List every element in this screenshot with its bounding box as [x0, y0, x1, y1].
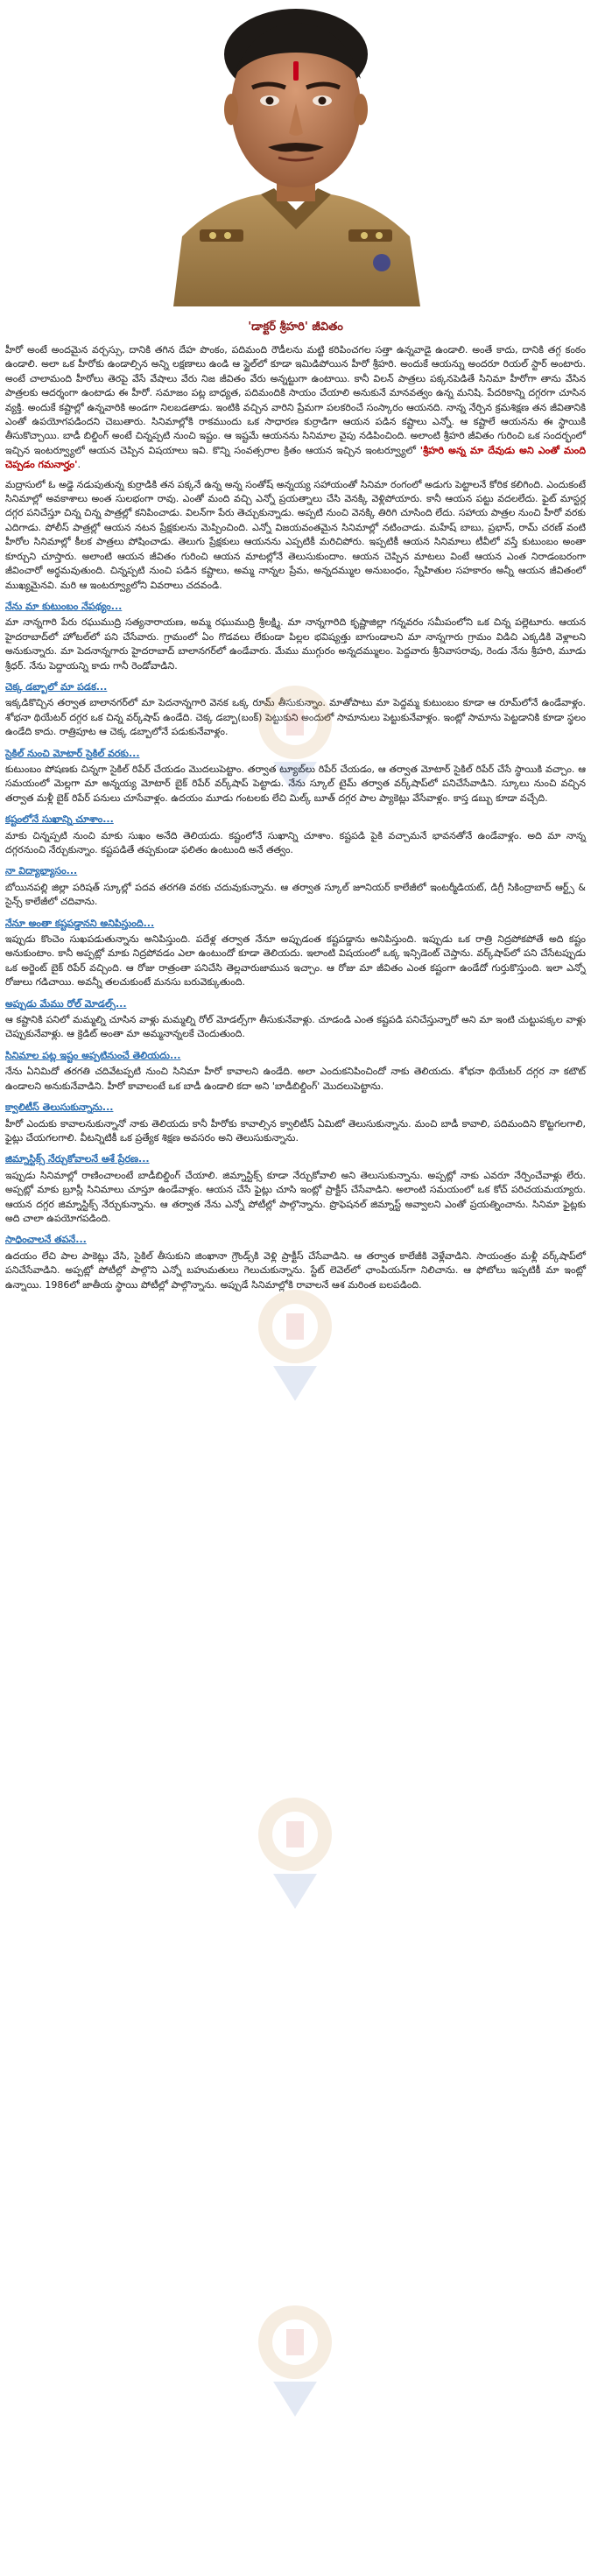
- section-heading: సాధించాలనే తపనే...: [5, 1234, 87, 1246]
- photo-caption: 'డాక్టర్ శ్రీహరి' జీవితం: [248, 320, 343, 334]
- section-heading: అప్పుడు మేము రోల్ మోడల్స్...: [5, 997, 127, 1010]
- section-heading: నా విద్యాభ్యాసం...: [5, 865, 78, 877]
- section-body: ఇక్కడికొచ్చిన తర్వాత బాలానగర్‌లో మా పెదనాన్నగారి వెనక ఒక్క రూమ్ తీసుకున్నాం. మాతోపాటు మా పెద్దమ్మ కుటుంబం కూడా ఆ రూమ్‌లోనే ఉండేవాళ్లం. శోభనా థియేటర్ దగ్గర ఒక చిన్న వర్క్‌షాప్ ఉండేది. చెక్క డబ్బా(బంక్) పెట్టుకుని అందులో సామానులు పెట్టుకునేవాళ్లం. ఇంట్లో సామాను పెట్టడానికి కూడా స్థలం ఉండేది కాదు. రాత్రిపూట ఆ చెక్క డబ్బాలోనే పడుకునేవాళ్లం.: [5, 697, 586, 738]
- section-body: ఆ కష్టానికి పనిలో మమ్మల్ని చూసిన వాళ్లు మమ్మల్ని రోల్ మోడల్స్‌గా తీసుకునేవాళ్లు. చూడండి ఎంత కష్టపడి పనిచేస్తున్నారో అని మా ఇంటి చుట్టుపక్కల వాళ్లు చెప్పుకునేవాళ్లు. ఆ క్రెడిట్ అంతా మా అమ్మనాన్నలకే చెందుతుంది.: [5, 1014, 586, 1040]
- section-body: హీరో ఎందుకు కావాలనుకున్నానో నాకు తెలియదు కానీ హీరోకు కావాల్సిన క్వాలిటీస్ ఏమిటో తెలుసుకున్నాను. మంచి బాడీ కావాలి, పదిమందిని కొట్టగలగాలి, ఫైట్లు చేయగలగాలి. వీటన్నిటికీ ఒక ప్రత్యేక శిక్షణ అవసరం అని తెలుసుకున్నాను.: [5, 1117, 586, 1144]
- portrait-photo: [165, 0, 427, 306]
- watermark-logo: [238, 2294, 352, 2425]
- section-body: మా నాన్నగారి పేరు రఘుముద్రి సత్యనారాయణ, అమ్మ రఘుముద్రి శ్రీలక్ష్మి. మా నాన్నగారిది కృష్ణాజిల్లా గన్నవరం సమీపంలోని ఒక చిన్న పల్లెటూరు. ఆయన హైదరాబాద్‌లో హోటల్‌లో పని చేసేవారు. గ్రామంలో ఏం గొడవలు లేకుండా పిల్లల భవిష్యత్తు బాగుండాలని మా నాన్నగారు గ్రామం విడిచి ఎక్కడికి వెళ్లాలని అనుకున్నారు. మా పెదనాన్నగారు హైదరాబాద్ బాలానగర్‌లో ఉండేవారు. మేము ముగ్గురం అన్నదమ్ములం. పెద్దవారు శ్రీనివాసరావు, రెండు నేను శ్రీహరి, మూడు శ్రీధర్. నేను పెద్దాయన్ని కాదు గానీ రెండోవాడిని.: [5, 616, 586, 672]
- watermark-logo: [238, 1786, 352, 1918]
- section-body: బోయినపల్లి జిల్లా పరిషత్ స్కూల్లో పదవ తరగతి వరకు చదువుకున్నాను. ఆ తర్వాత స్కూల్ జూనియర్ కాలేజీలో ఇంటర్మీడియట్, డిగ్రీ సికింద్రాబాద్ ఆర్ట్స్ & సైన్స్ కాలేజీలో చదివాను.: [5, 881, 586, 908]
- section-heading: క్వాలిటీస్ తెలుసుకున్నాను...: [5, 1101, 114, 1114]
- section-heading: నేను మా కుటుంబం నేపథ్యం...: [5, 600, 123, 612]
- section-heading: చెక్క డబ్బాలో మా పడక...: [5, 680, 108, 693]
- section-heading: సినిమాల పట్ల ఇష్టం అప్పటినుంచే తెలియదు...: [5, 1049, 181, 1061]
- section-body: ఇప్పుడు కొంచెం సుఖపడుతున్నాను అనిపిస్తుంది. పదేళ్ల తర్వాత నేనూ అప్పుడంత కష్టపడ్డాను అనిపిస్తుంది. ఇప్పుడు ఒక రాత్రి నిద్రపోకపోతే అది కష్టం అనుకుంటాం. కానీ అప్పట్లో మాకు నిద్రపోవడం ఎలా ఉంటుందో కూడా తెలియదు. ఇలాంటి విషయంలో ఒక్క ఇన్సిడెంట్ చెప్తాను. వర్క్‌షాప్‌లో పని చేసేటప్పుడు ఒక అర్జెంట్ బైక్ రిపేర్ వచ్చింది. ఆ రోజు రాత్రంతా పనిచేసి తెల్లవారుజామున ఇచ్చాం. ఆ రోజు మా జీవితం ఎంత కష్టంగా ఉండేదో గుర్తుకొస్తుంది. ఇలా ఎన్నో రోజులు గడిచాయి. అవన్నీ తలచుకుంటే మనసు బరువెక్కుతుంది.: [5, 933, 586, 989]
- article-body: [5, 343, 586, 1298]
- section-heading: సైకిల్ నుంచి మోటార్ సైకిల్ వరకు...: [5, 747, 140, 759]
- intro-highlight: 'శ్రీహరి అన్న మా దేవుడు అని ఎంతో మంది చెప్పడం గమనార్హం': [5, 444, 586, 471]
- section-heading: నేనూ అంతా కష్టపడ్డానని అనిపిస్తుంది...: [5, 917, 155, 929]
- section-body: మాకు చిన్నప్పటి నుంచి మాకు సుఖం అనేది తెలియదు. కష్టంలోనే సుఖాన్ని చూశాం. కష్టపడి పైకి వచ్చామనే భావనతోనే ఉండేవాళ్లం. అది మా నాన్న దగ్గరనుంచి నేర్చుకున్నాం. కష్టపడితే తప్పకుండా ఫలితం ఉంటుంది అనే తత్వం.: [5, 829, 586, 855]
- intro-paragraph-2: మద్రాసులో ఓ అడ్డె నడుపుతున్న కుర్రాడికి తన పక్కనే ఉన్న అన్న సంతోష్ అన్నయ్య సహాయంతో సినిమా రంగంలో అడుగు పెట్టాలనే కోరిక కలిగింది. ఎందుకంటే సినిమాల్లో అవకాశాలు అంత సులభంగా రావు. ఎంతో మంది వచ్చి ఎన్నో ప్రయత్నాలు చేసి వెనక్కి వెళ్లిపోయారు. కానీ ఆయన పట్టు వదలలేదు. ఫైట్ మాస్టర్ల దగ్గర పనిచేస్తూ చిన్న చిన్న పాత్రల్లో కనిపించాడు. విలన్‌గా పేరు తెచ్చుకున్నాడు. అప్పటి నుంచి వెనక్కి తిరిగి చూసింది లేదు. సహాయ పాత్రల నుంచి హీరో వరకు ఎదిగాడు. పోలీస్ పాత్రల్లో ఆయన నటన ప్రేక్షకులను మెప్పించింది. ఎన్నో విజయవంతమైన సినిమాల్లో నటించాడు. మహేష్ బాబు, ప్రభాస్, రామ్ చరణ్ వంటి హీరోల సినిమాల్లో కీలక పాత్రలు పోషించాడు. తెలుగు ప్రేక్షకులు ఆయనను ఎప్పటికీ మరిచిపోరు. ఇప్పటికీ ఆయన సినిమాలు టీవీలో వస్తే కుటుంబం అంతా కూర్చుని చూస్తారు. అలాంటి ఆయన జీవితం గురించి ఆయన మాటల్లోనే తెలుసుకుందాం. ఆయన చెప్పిన మాటలు వింటే ఆయన ఎంత నిరాడంబరంగా జీవించారో అర్థమవుతుంది. చిన్నప్పటి నుంచి పడిన కష్టాలు, అమ్మ నాన్నల ప్రేమ, అన్నదమ్ముల అనుబంధం, స్నేహితుల సహకారం అన్నీ ఆయన జీవితంలో ముఖ్యమైనవి. మరి ఆ ఇంటర్వ్యూలోని వివరాలు చదవండి.: [5, 478, 586, 591]
- intro-text: హీరో అంటే అందమైన వర్చస్సు, దానికి తగిన దేహ పొంకం, పదిమంది రౌడీలను మట్టి కరిపించగల సత్తా ఉన్నవాడై ఉండాలి. అంతే కాదు, దానికి తగ్గ కంఠం ఉండాలి. అలా ఒక హీరోకు ఉండాల్సిన అన్ని లక్షణాలు ఉండి ఆ స్టైల్‌లో కూడా ఇమిడిపోయిన హీరో శ్రీహరి. అందుకే ఆయన్ను అందరూ రియల్ స్టార్ అంటారు. అంటే చాలామంది హీరోలు తెరపై వేసే వేషాలు వేరు నిజ జీవితం వేరు అన్నట్టుగా ఉంటాయి. కానీ విలన్ పాత్రలు పక్కనపెడితే సినిమా హీరోగా తాను వేసిన పాత్రలకు ఆదర్శంగా ఉంటాడు ఈ హీరో. సమాజం పట్ల బాధ్యత, పదిమందికి సాయం చేయాలి అనుకునే మానవత్వం ఉన్న మనిషి. పేదరికాన్ని దగ్గరగా చూసిన వ్యక్తి. అందుకే కష్టాల్లో ఉన్నవారికి అండగా నిలబడతాడు. ఇంటికి వచ్చిన వారిని ప్రేమగా పలకరించే సంస్కారం ఆయనది. నాన్న నేర్పిన క్రమశిక్షణ తన జీవితానికి ఎంతో ఉపయోగపడిందని చెబుతారు. సినిమాల్లోకి రాకముందు ఒక సాధారణ కుర్రాడిగా ఆయన పడిన కష్టాలు ఎన్నో. ఆ కష్టాలే ఆయనను ఈ స్థాయికి తీసుకొచ్చాయి. బాడీ బిల్డింగ్ అంటే చిన్నప్పటి నుంచి ఇష్టం. ఆ ఇష్టమే ఆయనను సినిమాల వైపు నడిపించింది. అలాంటి శ్రీహరి జీవితం గురించి ఒక సందర్భంలో ఇచ్చిన ఇంటర్వ్యూలో ఆయన చెప్పిన విషయాలు ఇవి. కొన్ని సంవత్సరాల క్రితం ఆయన ఇచ్చిన ఇంటర్వ్యూలో: [5, 344, 586, 456]
- section-body: ఉదయం లేచి పాల పాకెట్లు వేసి, సైకిల్ తీసుకుని జింఖానా గ్రౌండ్స్‌కి వెళ్లి ప్రాక్టీస్ చేసేవాడిని. ఆ తర్వాత కాలేజీకి వెళ్లేవాడిని. సాయంత్రం మళ్లీ వర్క్‌షాప్‌లో పనిచేసేవాడిని. అప్పట్లో పోటీల్లో పాల్గొని ఎన్నో బహుమతులు గెలుచుకున్నాను. స్టేట్ లెవెల్‌లో ఛాంపియన్‌గా నిలిచాను. ఆ ఫోటోలు ఇప్పటికీ మా ఇంట్లో ఉన్నాయి. 1986లో జాతీయ స్థాయి పోటీల్లో పాల్గొన్నాను. అప్పుడే సినిమాల్లోకి రావాలనే ఆశ మరింత బలపడింది.: [5, 1249, 586, 1291]
- section-body: నేను ఏనిమిదో తరగతి చదివేటప్పటి నుంచి సినిమా హీరో కావాలని ఉండేది. అలా ఎందుకనిపించిందో నాకు తెలియదు. శోభనా థియేటర్ దగ్గర నా కటౌట్ ఉండాలని అనుకునేవాడిని. హీరో కావాలంటే ఒక బాడీ ఉండాలి కదా అని 'బాడీబిల్డింగ్' మొదలుపెట్టాను.: [5, 1066, 586, 1092]
- watermark-logo: [238, 1278, 352, 1410]
- section-body: కుటుంబం పోషణకు చిన్నగా సైకిల్ రిపేర్ చేయడం మొదలుపెట్టాం. తర్వాత ట్యూబ్‌లు రిపేర్ చేయడం, ఆ తర్వాత మోటార్ సైకిల్ రిపేర్ చేసే స్థాయికి వచ్చాం. ఆ సమయంలో మెల్లగా మా అన్నయ్య మోటార్ బైక్ రిపేర్ వర్క్‌షాప్ పెట్టాడు. నేను స్కూల్ టైమ్ తర్వాత వర్క్‌షాప్‌లో పనిచేసేవాడిని. స్కూలు నుంచి వచ్చిన తర్వాత మళ్లీ బైక్ రిపేర్ పనులు చూసేవాళ్లం. ఉదయం మూడు గంటలకు లేచి మిల్క్ బూత్ దగ్గర పాల ప్యాకెట్లు వేసేవాళ్లం. కాస్త డబ్బు కూడా వచ్చేది.: [5, 763, 586, 804]
- intro-paragraph: హీరో అంటే అందమైన వర్చస్సు, దానికి తగిన దేహ పొంకం, పదిమంది రౌడీలను మట్టి కరిపించగల సత్తా ఉన్నవాడై ఉండాలి. అంతే కాదు, దానికి తగ్గ కంఠం ఉండాలి. అలా ఒక హీరోకు ఉండాల్సిన అన్ని లక్షణాలు ఉండి ఆ స్టైల్‌లో కూడా ఇమిడిపోయిన హీరో శ్రీహరి. అందుకే ఆయన్ను అందరూ రియల్ స్టార్ అంటారు. అంటే చాలామంది హీరోలు తెరపై వేసే వేషాలు వేరు నిజ జీవితం వేరు అన్నట్టుగా ఉంటాయి. కానీ విలన్ పాత్రలు పక్కనపెడితే సినిమా హీరోగా తాను వేసిన పాత్రలకు ఆదర్శంగా ఉంటాడు ఈ హీరో. సమాజం పట్ల బాధ్యత, పదిమందికి సాయం చేయాలి అనుకునే మానవత్వం ఉన్న మనిషి. పేదరికాన్ని దగ్గరగా చూసిన వ్యక్తి. అందుకే కష్టాల్లో ఉన్నవారికి అండగా నిలబడతాడు. ఇంటికి వచ్చిన వారిని ప్రేమగా పలకరించే సంస్కారం ఆయనది. నాన్న నేర్పిన క్రమశిక్షణ తన జీవితానికి ఎంతో ఉపయోగపడిందని చెబుతారు. సినిమాల్లోకి రాకముందు ఒక సాధారణ కుర్రాడిగా ఆయన పడిన కష్టాలు ఎన్నో. ఆ కష్టాలే ఆయనను ఈ స్థాయికి తీసుకొచ్చాయి. బాడీ బిల్డింగ్ అంటే చిన్నప్పటి నుంచి ఇష్టం. ఆ ఇష్టమే ఆయనను సినిమాల వైపు నడిపించింది. అలాంటి శ్రీహరి జీవితం గురించి ఒక సందర్భంలో ఇచ్చిన ఇంటర్వ్యూలో ఆయన చెప్పిన విషయాలు ఇవి. కొన్ని సంవత్సరాల క్రితం ఆయన ఇచ్చిన ఇంటర్వ్యూలో 'శ్రీహరి అన్న మా దేవుడు అని ఎంతో మంది చెప్పడం గమనార్హం'.: [5, 344, 586, 471]
- section-body: ఇప్పుడు సినిమాల్లో రాణించాలంటే బాడీబిల్డింగ్ చేయాలి. జిమ్నాస్టిక్స్ కూడా నేర్చుకోవాలి అని తెలుసుకున్నాను. అప్పట్లో నాకు ఎవరూ నేర్పించేవాళ్లు లేరు. అప్పట్లో మాకు బ్రూస్లీ సినిమాలు చూస్తూ ఉండేవాళ్లం. ఆయన చేసే ఫైట్లు చూసి ఇంట్లో ప్రాక్టీస్ చేసేవాడిని. అలాంటి సమయంలో ఒక కోచ్ పరిచయమయ్యారు. ఆయన దగ్గర జిమ్నాస్టిక్స్ నేర్చుకున్నాను. ఆ తర్వాత నేను ఎన్నో పోటీల్లో పాల్గొన్నాను. ప్రొఫెషనల్ జిమ్నాస్ట్ అవ్వాలని ఎంతో ప్రయత్నించాను. సినిమా ఫైట్లకు అది చాలా ఉపయోగపడింది.: [5, 1169, 586, 1224]
- section-heading: జిమ్నాస్టిక్స్ నేర్చుకోవాలనే ఆశే ప్రేరణ...: [5, 1153, 150, 1165]
- section-heading: కష్టంలోనే సుఖాన్ని చూశాం...: [5, 813, 114, 826]
